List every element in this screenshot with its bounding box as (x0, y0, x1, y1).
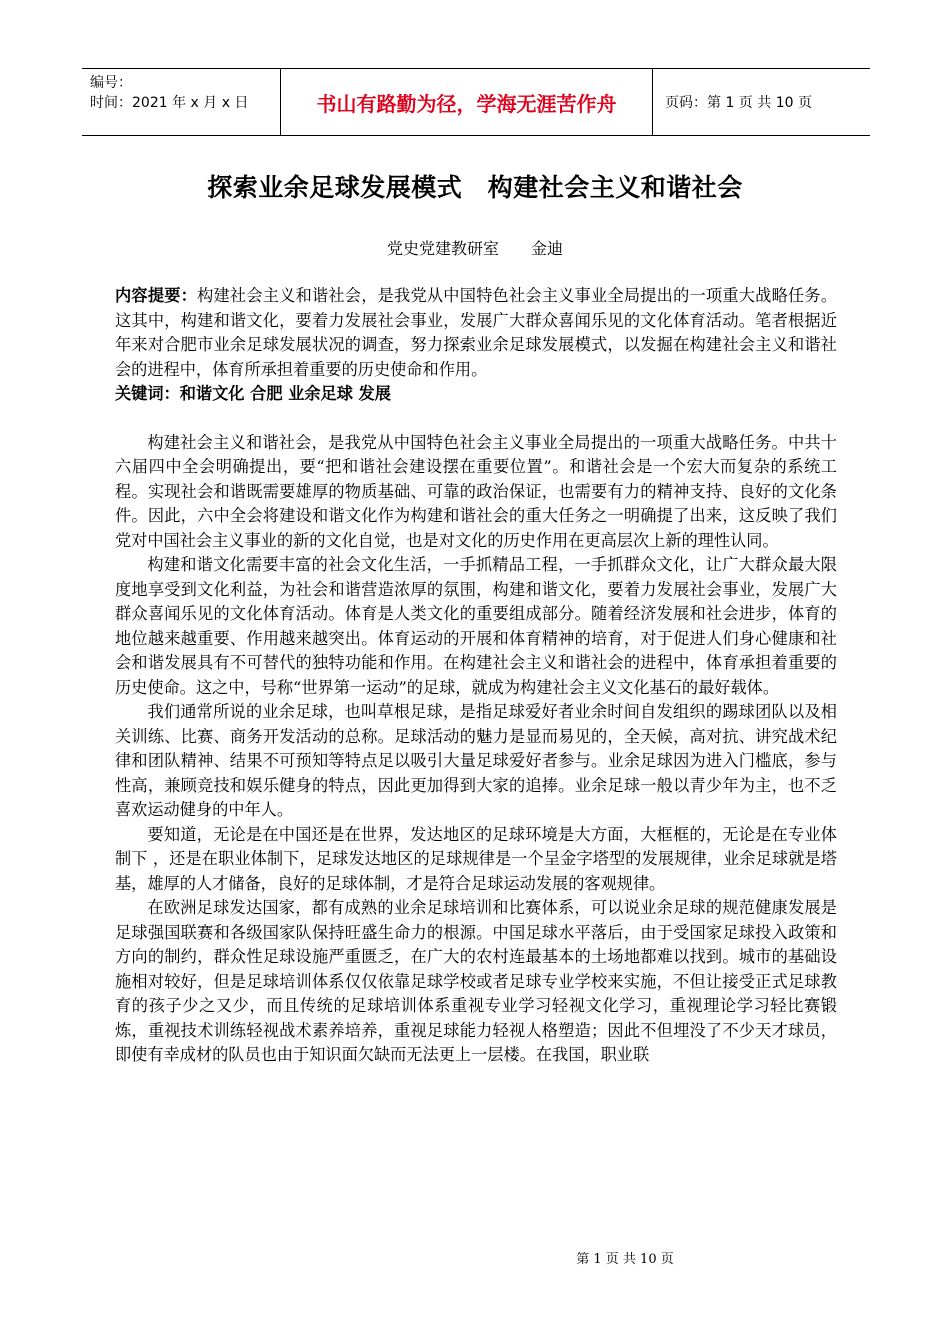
paragraph-4: 要知道，无论是在中国还是在世界，发达地区的足球环境是大方面，大框框的，无论是在专业体制下 ，还是在职业体制下，足球发达地区的足球规律是一个呈金字塔型的发展规律，业余足球就是塔基，雄厚的人才储备，良好的足球体制，才是符合足球运动发展的客观规律。 (115, 824, 837, 893)
page-footer: 第 1 页 共 10 页 (576, 1252, 674, 1267)
abstract-text: 构建社会主义和谐社会，是我党从中国特色社会主义事业全局提出的一项重大战略任务。这其中，构建和谐文化，要着力发展社会事业，发展广大群众喜闻乐见的文化体育活动。笔者根据近年来对合肥市业余足球发展状况的调查，努力探索业余足球发展模式，以发掘在构建社会主义和谐社会的进程中，体育所承担着重要的历史使命和作用。 (115, 286, 838, 379)
document-title: 探索业余足球发展模式 构建社会主义和谐社会 (207, 173, 743, 202)
date-label: 时间：2021 年 x 月 x 日 (90, 95, 249, 111)
header-table (82, 68, 870, 136)
paragraph-5: 在欧洲足球发达国家，都有成熟的业余足球培训和比赛体系，可以说业余足球的规范健康发展是足球强国联赛和各级国家队保持旺盛生命力的根源。中国足球水平落后，由于受国家足球投入政策和方向的制约，群众性足球设施严重匮乏，在广大的农村连最基本的土场地都难以找到。城市的基础设施相对较好，但是足球培训体系仅仅依靠足球学校或者足球专业学校来实施，不但让接受正式足球教育的孩子少之又少，而且传统的足球培训体系重视专业学习轻视文化学习，重视理论学习轻比赛锻炼，重视技术训练轻视战术素养培养，重视足球能力轻视人格塑造；因此不但埋没了不少天才球员，即使有幸成材的队员也由于知识面欠缺而无法更上一层楼。在我国，职业联 (115, 898, 837, 1064)
page-info: 页码：第 1 页 共 10 页 (665, 95, 812, 111)
author-line: 党史党建教研室 金迪 (386, 239, 563, 258)
paragraph-3: 我们通常所说的业余足球，也叫草根足球，是指足球爱好者业余时间自发组织的踢球团队以及相关训练、比赛、商务开发活动的总称。足球活动的魅力是显而易见的，全天候，高对抗、讲究战术纪律和团队精神、结果不可预知等特点足以吸引大量足球爱好者参与。业余足球因为进入门槛底，参与性高，兼顾竞技和娱乐健身的特点，因此更加得到大家的追捧。业余足球一般以青少年为主，也不乏喜欢运动健身的中年人。 (115, 702, 837, 819)
paragraph-2: 构建和谐文化需要丰富的社会文化生活，一手抓精品工程，一手抓群众文化，让广大群众最大限度地享受到文化利益，为社会和谐营造浓厚的氛围，构建和谐文化，要着力发展社会事业，发展广大群众喜闻乐见的文化体育活动。体育是人类文化的重要组成部分。随着经济发展和社会进步，体育的地位越来越重要、作用越来越突出。体育运动的开展和体育精神的培育，对于促进人们身心健康和社会和谐发展具有不可替代的独特功能和作用。在构建社会主义和谐社会的进程中，体育承担着重要的历史使命。这之中，号称“世界第一运动”的足球，就成为构建社会主义文化基石的最好载体。 (115, 555, 837, 697)
keywords: 关键词：和谐文化 合肥 业余足球 发展 (115, 384, 391, 403)
motto: 书山有路勤为径，学海无涯苦作舟 (281, 69, 653, 135)
abstract-label: 内容提要： (115, 286, 198, 305)
document-body (115, 284, 837, 1068)
number-label: 编号： (90, 75, 132, 91)
header-left-cell (82, 69, 281, 135)
paragraph-1: 构建社会主义和谐社会，是我党从中国特色社会主义事业全局提出的一项重大战略任务。中共十六届四中全会明确提出，要“把和谐社会建设摆在重要位置”。和谐社会是一个宏大而复杂的系统工程。实现社会和谐既需要雄厚的物质基础、可靠的政治保证，也需要有力的精神支持、良好的文化条件。因此，六中全会将建设和谐文化作为构建和谐社会的重大任务之一明确提了出来，这反映了我们党对中国社会主义事业的新的文化自觉，也是对文化的历史作用在更高层次上新的理性认同。 (115, 432, 837, 550)
abstract (115, 284, 837, 382)
